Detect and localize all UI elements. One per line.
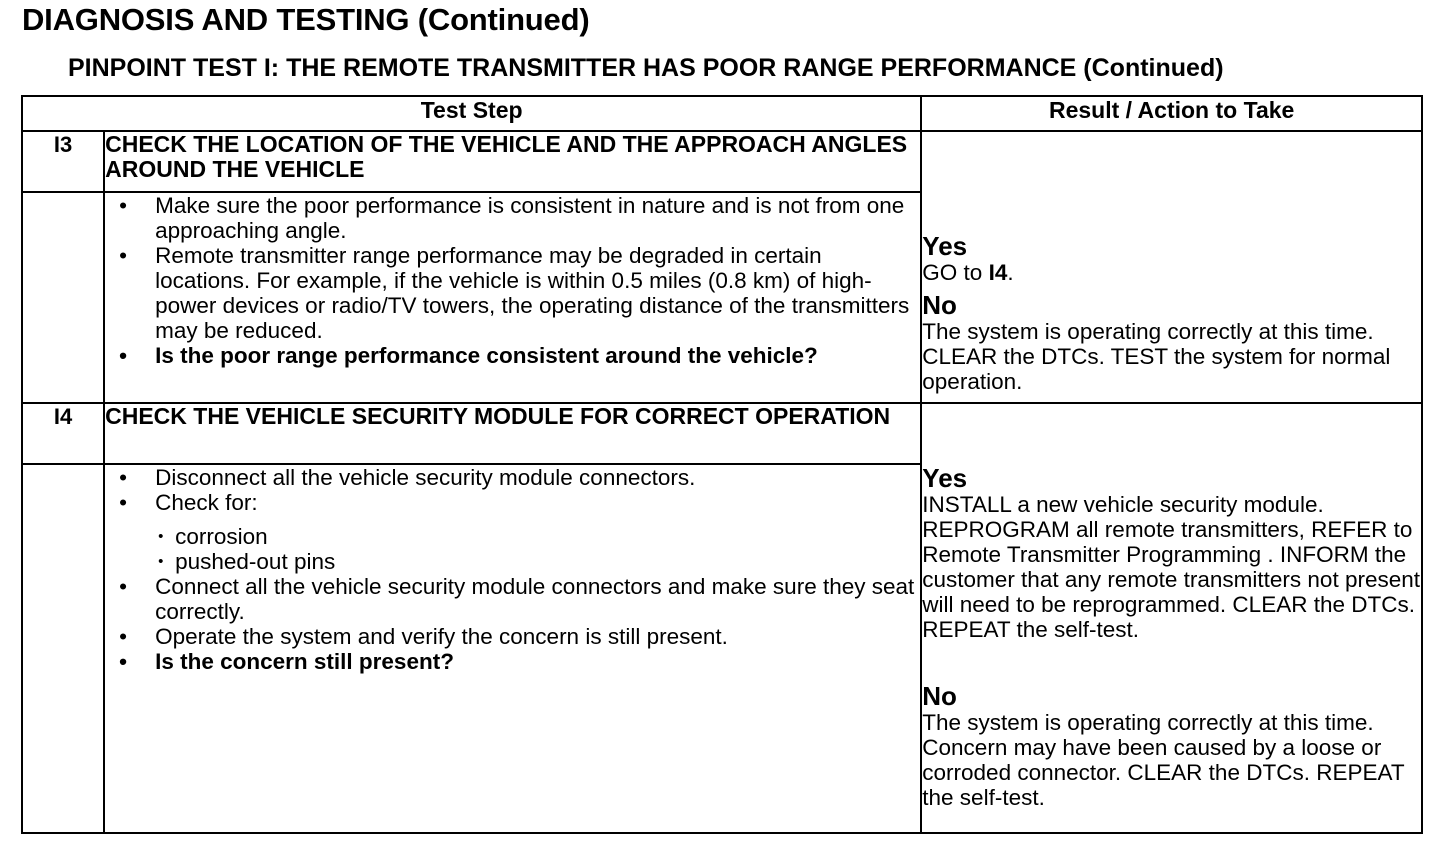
list-item: • Make sure the poor performance is consistent in nature and is not from one approaching angle. (105, 193, 920, 243)
list-item (105, 490, 920, 574)
no-label: No (922, 290, 957, 320)
result-spacer (922, 648, 1421, 682)
step-id: I4 (22, 403, 104, 464)
table-header-row (22, 96, 1422, 131)
step-title: CHECK THE LOCATION OF THE VEHICLE AND THE APPROACH ANGLES AROUND THE VEHICLE (104, 131, 921, 192)
yes-result (922, 232, 1421, 285)
no-label: No (922, 681, 957, 711)
pinpoint-test-title: PINPOINT TEST I: THE REMOTE TRANSMITTER HAS POOR RANGE PERFORMANCE (Continued) (68, 54, 1224, 82)
yes-action (922, 260, 1421, 285)
pinpoint-test-table (21, 95, 1423, 834)
yes-ref: I4 (988, 260, 1008, 285)
list-item: • pushed-out pins (155, 549, 920, 574)
list-item: • corrosion (155, 524, 920, 549)
no-result (922, 291, 1421, 394)
page-title: DIAGNOSIS AND TESTING (Continued) (22, 2, 590, 37)
check-for-label: Check for: (155, 490, 258, 515)
check-items (155, 524, 920, 574)
yes-suffix: . (1007, 260, 1014, 285)
no-action: The system is operating correctly at this time. CLEAR the DTCs. TEST the system for normal operation. (922, 319, 1391, 394)
list-item: • Remote transmitter range performance may be degraded in certain locations. For example, if the vehicle is within 0.5 miles (0.8 km) of high-power devices or radio/TV towers, the operating distance of the transmitters may be reduced. (105, 243, 920, 343)
list-item: • Connect all the vehicle security module connectors and make sure they seat correctly. (105, 574, 920, 624)
yes-label: Yes (922, 463, 968, 493)
list-item: • Operate the system and verify the concern is still present. (105, 624, 920, 649)
step-title: CHECK THE VEHICLE SECURITY MODULE FOR CORRECT OPERATION (104, 403, 921, 464)
no-result (922, 682, 1421, 810)
step-result (921, 131, 1422, 403)
yes-result (922, 464, 1421, 642)
result-header: Result / Action to Take (921, 96, 1422, 131)
step-title-row (22, 131, 1422, 192)
step-title-row (22, 403, 1422, 464)
step-body-spacer (22, 464, 104, 833)
step-body (104, 192, 921, 403)
step-instructions (105, 465, 920, 674)
test-step-header: Test Step (22, 96, 921, 131)
yes-action: INSTALL a new vehicle security module. REPROGRAM all remote transmitters, REFER to Remote Transmitter Programming . INFORM the customer that any remote transmitters not present will need to be reprogrammed. CLEAR the DTCs. REPEAT the self-test. (922, 492, 1420, 642)
list-item: • Disconnect all the vehicle security module connectors. (105, 465, 920, 490)
yes-prefix: GO to (922, 260, 989, 285)
step-id: I3 (22, 131, 104, 192)
step-result (921, 403, 1422, 833)
no-action: The system is operating correctly at this time. Concern may have been caused by a loose or corroded connector. CLEAR the DTCs. REPEAT the self-test. (922, 710, 1405, 810)
step-body (104, 464, 921, 833)
yes-label: Yes (922, 231, 968, 261)
step-question: • Is the poor range performance consistent around the vehicle? (105, 343, 920, 368)
step-instructions (105, 193, 920, 368)
step-body-spacer (22, 192, 104, 403)
step-question: • Is the concern still present? (105, 649, 920, 674)
